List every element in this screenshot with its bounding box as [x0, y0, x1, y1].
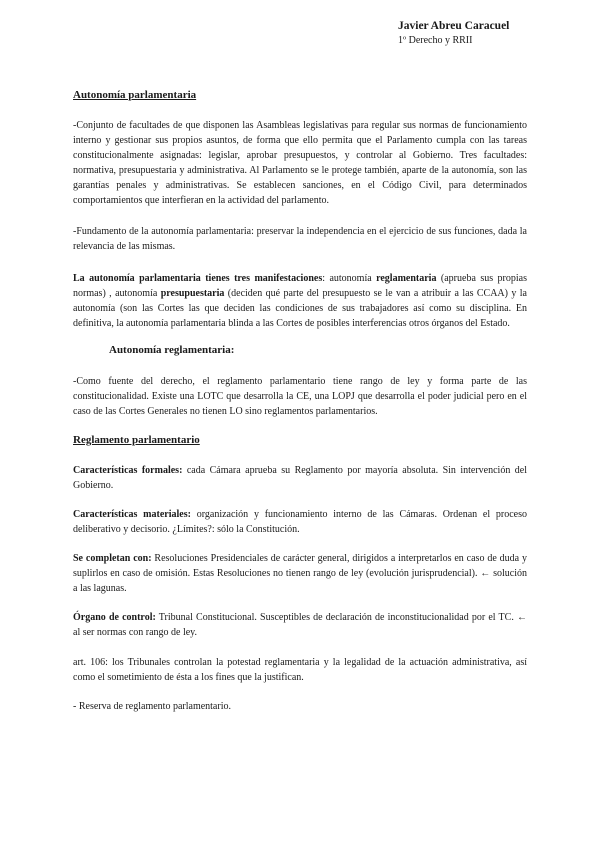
label-materiales: Características materiales:	[73, 509, 191, 520]
paragraph-completan	[73, 551, 527, 596]
paragraph-organo-control	[73, 610, 527, 640]
text-run: organización y funcionamiento interno de las Cámaras. Ordenan el proceso deliberativo y decisorio. ¿Límites?: sólo la Constitución.	[73, 509, 528, 535]
label-completan: Se completan con:	[73, 553, 152, 564]
text-run: (deciden qué parte del presupuesto se le van a atribuir a las CCAA) y la autonomía (son las Cortes las que deciden las condiciones de sus trabajadores así como su disciplina. En definitiva, la autonomía parlamentaria blinda a las Cortes de posibles interferencias otros órganos del Estado.	[73, 288, 527, 329]
paragraph-reserva: - Reserva de reglamento parlamentario.	[73, 701, 231, 712]
paragraph-art-106: art. 106: los Tribunales controlan la potestad reglamentaria y la legalidad de la actuación administrativa, así como el sometimiento de ésta a los fines que la justifican.	[73, 657, 527, 683]
text-run: : autonomía	[322, 273, 377, 284]
course-label: 1º Derecho y RRII	[398, 35, 473, 46]
text-run: Tribunal Constitucional. Susceptibles de declaración de inconstitucionalidad por el TC. ← al ser normas con rango de ley.	[73, 612, 527, 638]
bold-presupuestaria: presupuestaria	[160, 288, 225, 299]
text-run: Resoluciones Presidenciales de carácter general, dirigidos a interpretarlos en caso de duda y suplirlos en caso de omisión. Estas Resoluciones no tienen rango de ley (evolución jurisprudencial). ← solución a las lagunas.	[73, 553, 527, 594]
manifestaciones-lead: La autonomía parlamentaria tienes tres manifestaciones	[73, 273, 323, 284]
subsection-title-reglamentaria: Autonomía reglamentaria:	[109, 344, 235, 356]
bold-reglamentaria: reglamentaria	[376, 273, 437, 284]
paragraph-manifestaciones	[73, 271, 527, 331]
label-organo: Órgano de control:	[73, 612, 156, 623]
document-body	[73, 88, 527, 714]
paragraph-fundamento: -Fundamento de la autonomía parlamentaria: preservar la independencia en el ejercicio de sus funciones, dada la relevancia de las mismas.	[73, 226, 527, 252]
text-run: cada Cámara aprueba su Reglamento por mayoría absoluta. Sin intervención del Gobierno.	[73, 465, 527, 491]
paragraph-materiales	[73, 507, 527, 537]
paragraph-fuente-derecho: -Como fuente del derecho, el reglamento parlamentario tiene rango de ley y forma parte de las constitucionalidad. Existe una LOTC que desarrolla la CE, una LOPJ que desarrolla el poder judicial pero en el caso de las Cortes Generales no tienen LO sino reglamentos parlamentarios.	[73, 376, 527, 417]
paragraph-formales	[73, 463, 527, 493]
section-title-autonomia: Autonomía parlamentaria	[73, 89, 197, 101]
label-formales: Características formales:	[73, 465, 183, 476]
text-run: (aprueba sus propias normas) , autonomía	[73, 273, 527, 299]
document-header	[398, 18, 593, 48]
paragraph-definicion: -Conjunto de facultades de que disponen las Asambleas legislativas para regular sus normas de funcionamiento interno y gestionar sus propios asuntos, de forma que ello permita que el Parlamento cumpla con las tareas constitucionalmente asignadas: legislar, aprobar presupuestos, y controlar al Gobierno. Tres facultades: normativa, presupuestaria y administrativa. Al Parlamento se le protege también, aparte de la autonomía, son las garantías penales y administrativas. Se establecen sanciones, en el Código Civil, para determinados comportamientos que interfieran en la actividad del parlamento.	[73, 120, 527, 206]
author-name: Javier Abreu Caracuel	[398, 20, 510, 32]
section-title-reglamento: Reglamento parlamentario	[73, 434, 200, 446]
